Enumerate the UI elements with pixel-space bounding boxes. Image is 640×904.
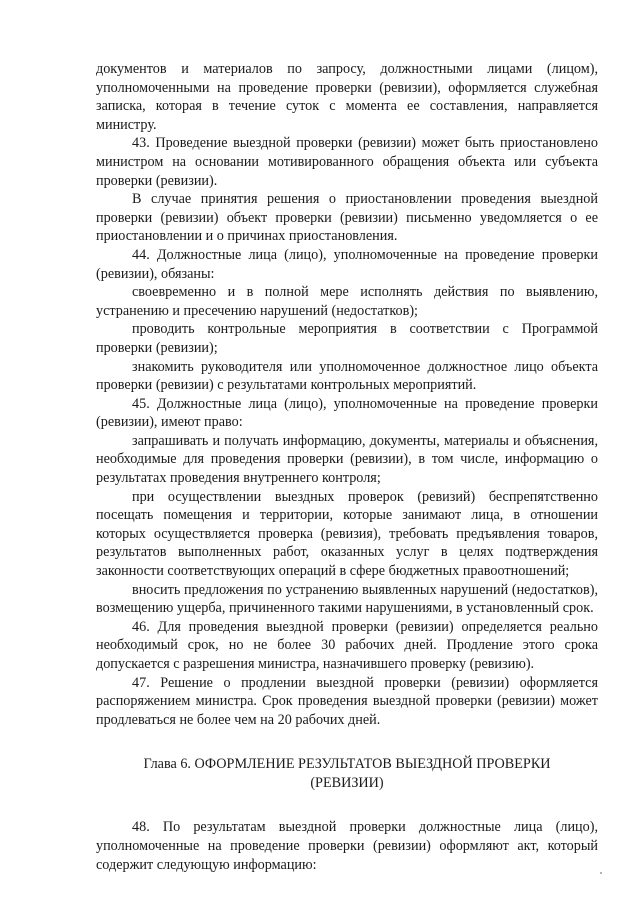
paragraph-44-duty-1: своевременно и в полной мере исполнять действия по выявлению, устранению и пресечению нарушений (недостатков);	[96, 284, 598, 319]
paragraph-45-right-3: вносить предложения по устранению выявленных нарушений (недостатков), возмещению ущерба, причиненного такими нарушениями, в установленный срок.	[96, 581, 598, 617]
paragraph-45-right-2: при осуществлении выездных проверок (ревизий) беспрепятственно посещать помещения и территории, которые занимают лица, в отношении которых осуществляется проверка (ревизия), требовать предъявления товаров, результатов выполненных работ, оказанных услуг в целях подтверждения законности соответствующих операций в сфере бюджетных правоотношений;	[96, 488, 598, 580]
chapter-heading-line-2: (РЕВИЗИИ)	[310, 775, 384, 792]
paragraph-continuation: документов и материалов по запросу, должностными лицами (лицом), уполномоченными на проведение проверки (ревизии), оформляется служебная записка, которая в течение суток с момента ее составления, направляется министру.	[96, 61, 598, 133]
paragraph-47: 47. Решение о продлении выездной проверки (ревизии) оформляется распоряжением министра. Срок проведения выездной проверки (ревизии) может продлеваться не более чем на 20 рабочих дней.	[96, 674, 598, 728]
paragraph-48: 48. По результатам выездной проверки должностные лица (лицо), уполномоченные на проведение проверки (ревизии) оформляют акт, который содержит следующую информацию:	[96, 819, 598, 873]
paragraph-44-duty-2: проводить контрольные мероприятия в соответствии с Программой проверки (ревизии);	[96, 321, 598, 356]
paragraph-43: 43. Проведение выездной проверки (ревизии) может быть приостановлено министром на основании мотивированного обращения объекта или субъекта проверки (ревизии).	[96, 135, 598, 189]
paragraph-45-right-1: запрашивать и получать информацию, документы, материалы и объяснения, необходимые для проведения проверки (ревизии), в том числе, информацию о результатах проведения внутреннего контроля;	[96, 432, 598, 487]
paragraph-44: 44. Должностные лица (лицо), уполномоченные на проведение проверки (ревизии), обязаны:	[96, 246, 598, 282]
chapter-heading	[96, 755, 598, 793]
paragraph-46: 46. Для проведения выездной проверки (ревизии) определяется реально необходимый срок, но не более 30 рабочих дней. Продление этого срока допускается с разрешения министра, назначившего проверку (ревизию).	[96, 618, 598, 672]
document-page	[96, 60, 598, 874]
paragraph-44-duty-3: знакомить руководителя или уполномоченное должностное лицо объекта проверки (ревизии) с результатами контрольных мероприятий.	[96, 358, 598, 394]
paragraph-43-suspension: В случае принятия решения о приостановлении проведения выездной проверки (ревизии) объект проверки (ревизии) письменно уведомляется о ее приостановлении и о причинах приостановления.	[96, 191, 598, 245]
chapter-heading-line-1: Глава 6. ОФОРМЛЕНИЕ РЕЗУЛЬТАТОВ ВЫЕЗДНОЙ ПРОВЕРКИ	[143, 756, 551, 773]
paragraph-45: 45. Должностные лица (лицо), уполномоченные на проведение проверки (ревизии), имеют право:	[96, 395, 598, 431]
scan-speck	[600, 872, 602, 874]
